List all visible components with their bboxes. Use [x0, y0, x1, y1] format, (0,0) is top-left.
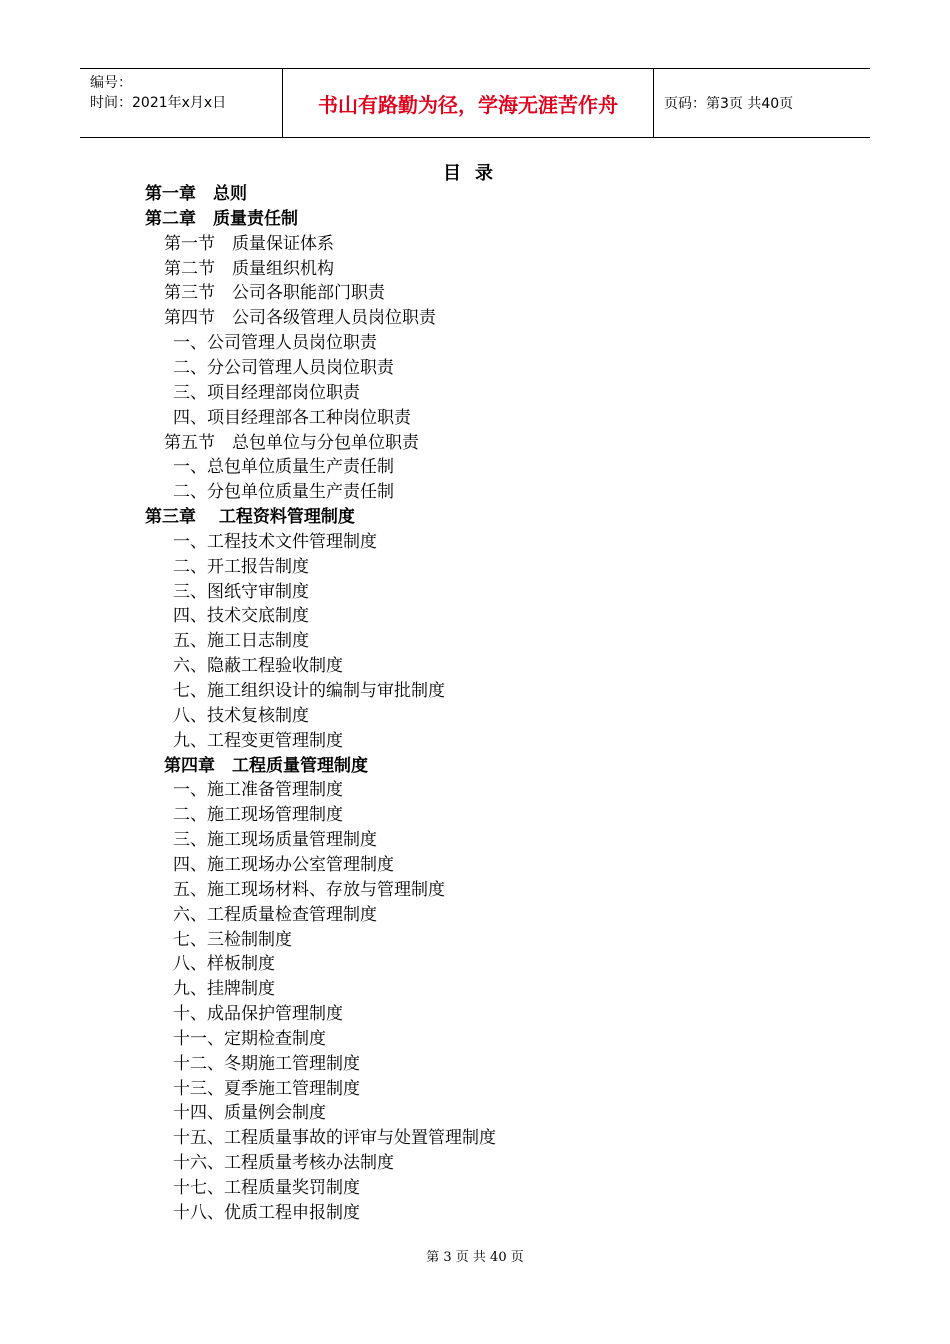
toc-item: 五、施工日志制度 — [173, 631, 309, 652]
toc-item: 六、工程质量检查管理制度 — [173, 904, 377, 925]
toc-item: 二、分公司管理人员岗位职责 — [173, 357, 394, 378]
toc-item: 二、施工现场管理制度 — [173, 805, 343, 826]
header-motto: 书山有路勤为径，学海无涯苦作舟 — [282, 69, 654, 137]
page-footer: 第 3 页 共 40 页 — [426, 1250, 524, 1265]
toc-chapter: 第四章 工程质量管理制度 — [164, 755, 368, 776]
toc-item: 三、施工现场质量管理制度 — [173, 830, 377, 851]
toc-section: 第四节 公司各级管理人员岗位职责 — [164, 308, 436, 329]
toc-section: 第五节 总包单位与分包单位职责 — [164, 432, 419, 453]
toc-section: 第一节 质量保证体系 — [164, 233, 334, 254]
document-number-label: 编号： — [90, 75, 132, 91]
toc-chapter: 第二章 质量责任制 — [145, 208, 298, 229]
toc-item: 三、项目经理部岗位职责 — [173, 382, 360, 403]
toc-item: 六、隐蔽工程验收制度 — [173, 656, 343, 677]
toc-item: 四、技术交底制度 — [173, 606, 309, 627]
toc-item: 十三、夏季施工管理制度 — [173, 1078, 360, 1099]
toc-item: 三、图纸守审制度 — [173, 581, 309, 602]
toc-item: 九、工程变更管理制度 — [173, 730, 343, 751]
toc-item: 七、施工组织设计的编制与审批制度 — [173, 681, 445, 701]
toc-item: 一、总包单位质量生产责任制 — [173, 457, 394, 478]
toc-item: 九、挂牌制度 — [173, 979, 275, 1000]
toc-item: 十二、冬期施工管理制度 — [173, 1053, 360, 1074]
toc-item: 八、技术复核制度 — [173, 705, 309, 726]
toc-item: 二、分包单位质量生产责任制 — [173, 482, 394, 503]
toc-item: 四、施工现场办公室管理制度 — [173, 854, 394, 875]
toc-item: 五、施工现场材料、存放与管理制度 — [173, 879, 445, 900]
toc-item: 一、施工准备管理制度 — [173, 780, 343, 801]
document-date-label: 时间：2021年x月x日 — [90, 95, 227, 111]
page-header — [80, 68, 870, 138]
header-info-cell — [80, 69, 282, 137]
toc-item: 一、工程技术文件管理制度 — [173, 531, 377, 552]
toc-item: 四、项目经理部各工种岗位职责 — [173, 407, 411, 428]
toc-item: 十一、定期检查制度 — [173, 1028, 326, 1049]
toc-chapter: 第一章 总则 — [145, 184, 247, 204]
toc-item: 二、开工报告制度 — [173, 556, 309, 577]
toc-item: 一、公司管理人员岗位职责 — [173, 333, 377, 354]
header-page-number: 页码：第3页 共40页 — [664, 96, 794, 112]
toc-item: 十七、工程质量奖罚制度 — [173, 1178, 360, 1198]
toc-item: 七、三检制制度 — [173, 929, 292, 950]
toc-item: 十六、工程质量考核办法制度 — [173, 1153, 394, 1174]
toc-item: 十、成品保护管理制度 — [173, 1004, 343, 1025]
toc-item: 十四、质量例会制度 — [173, 1103, 326, 1124]
toc-title: 目录 — [443, 163, 507, 184]
toc-item: 十八、优质工程申报制度 — [173, 1202, 360, 1223]
toc-chapter: 第三章 工程资料管理制度 — [145, 507, 355, 528]
toc-section: 第二节 质量组织机构 — [164, 258, 334, 279]
toc-item: 十五、工程质量事故的评审与处置管理制度 — [173, 1128, 496, 1149]
toc-section: 第三节 公司各职能部门职责 — [164, 283, 385, 304]
toc-item: 八、样板制度 — [173, 954, 275, 975]
